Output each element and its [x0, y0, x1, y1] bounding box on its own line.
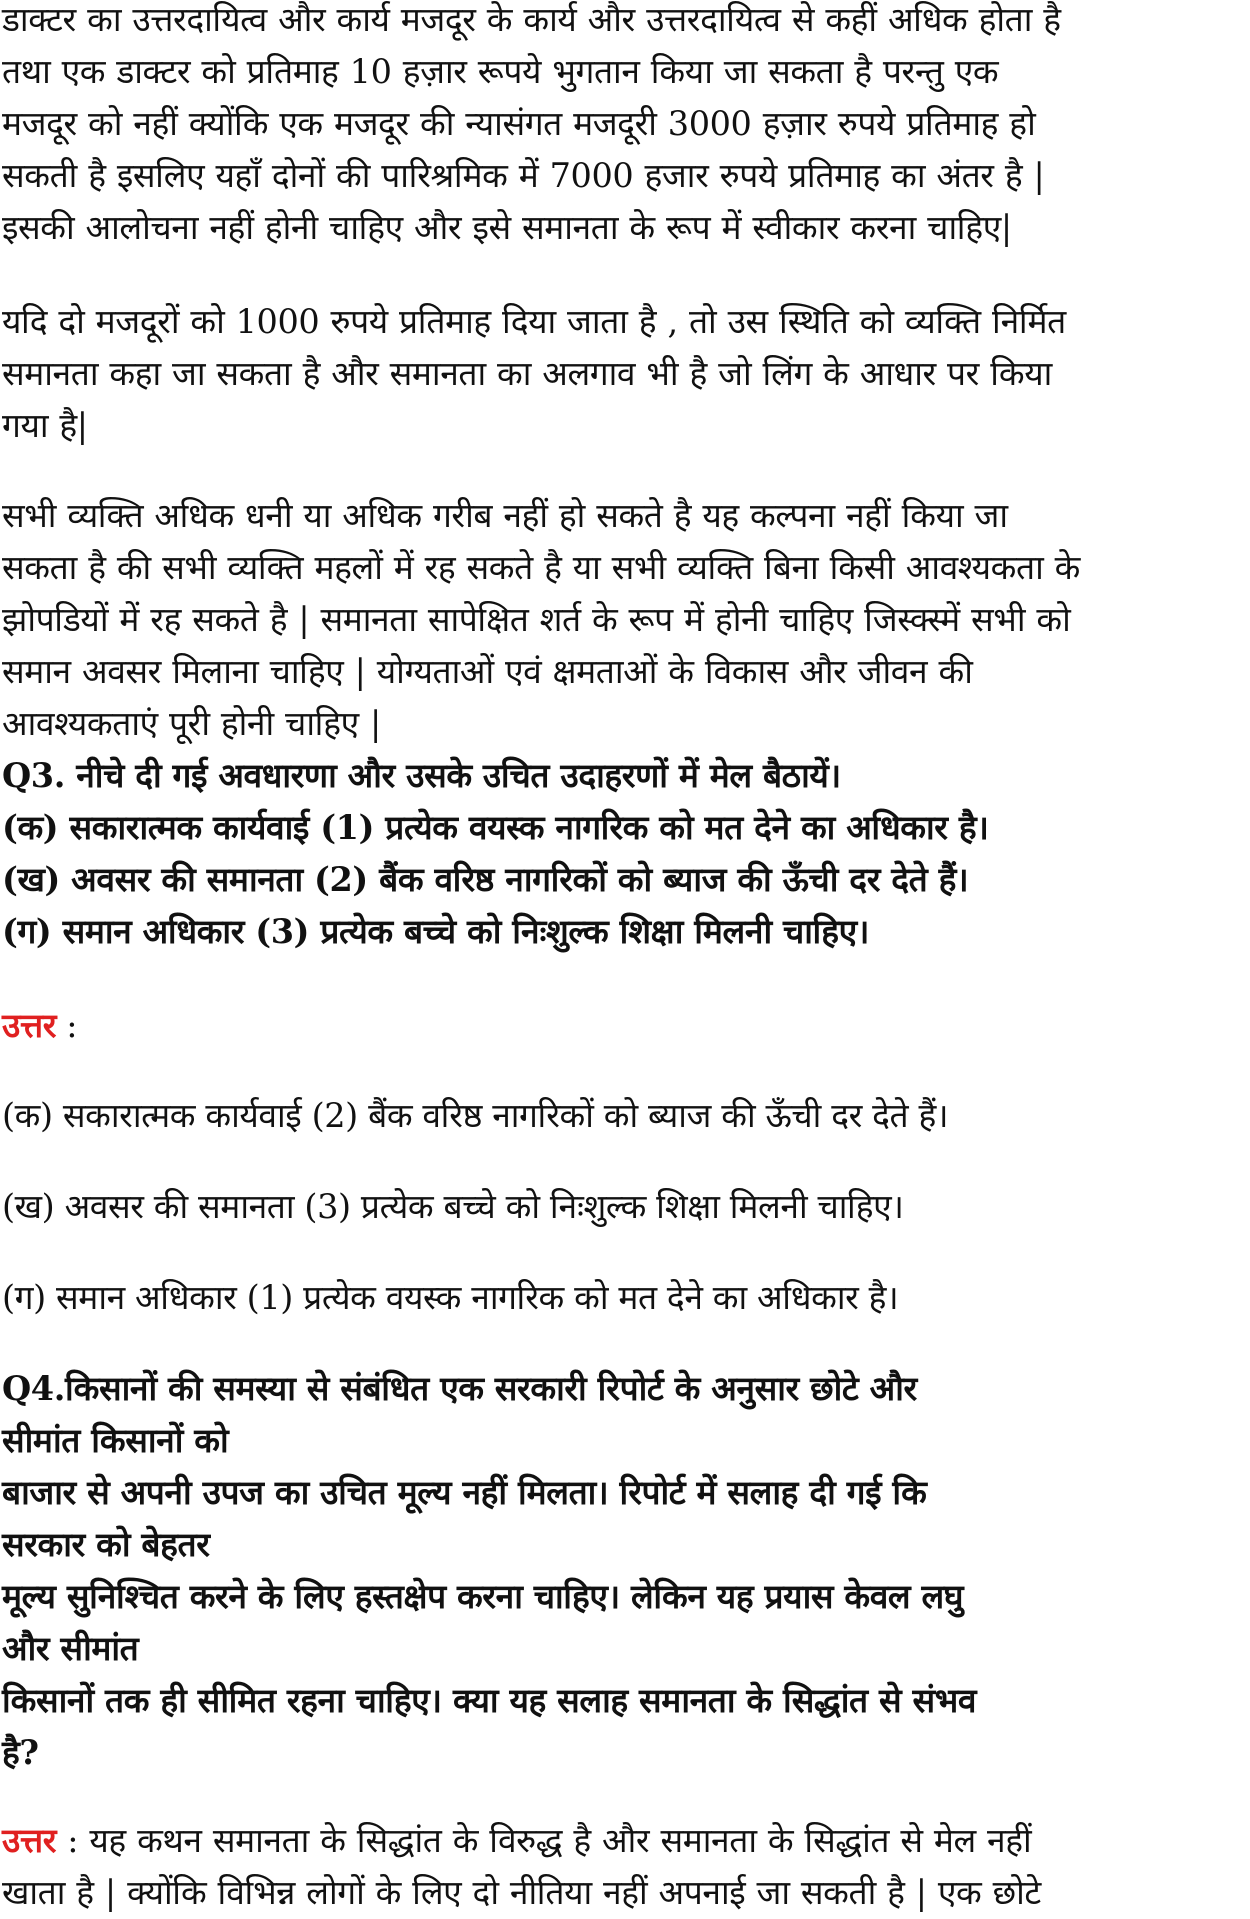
answer-4-text: : यह कथन समानता के सिद्धांत के विरुद्ध है और समानता के सिद्धांत से मेल नहीं: [56, 1821, 1032, 1860]
question-4: [2, 1363, 1248, 1779]
answer-4-line: [2, 1815, 1248, 1867]
question-3-option: (ग) समान अधिकार (3) प्रत्येक बच्चे को निःशुल्क शिक्षा मिलनी चाहिए।: [2, 912, 870, 951]
question-4-line: और सीमांत: [2, 1629, 139, 1668]
question-4-line: है?: [2, 1733, 39, 1772]
paragraph-2: [2, 296, 1248, 452]
paragraph-1: [2, 0, 1248, 254]
question-4-line: किसानों तक ही सीमित रहना चाहिए। क्या यह सलाह समानता के सिद्धांत से संभव: [2, 1681, 977, 1720]
question-3-title: Q3. नीचे दी गई अवधारणा और उसके उचित उदाहरणों में मेल बैठायें।: [2, 756, 841, 795]
answer-4-label: उत्तर: [2, 1821, 57, 1860]
paragraph-line: सकती है इसलिए यहाँ दोनों की पारिश्रमिक में 7000 हजार रुपये प्रतिमाह का अंतर है |: [2, 156, 1045, 195]
question-4-line: सरकार को बेहतर: [2, 1525, 210, 1564]
answer-3-heading: [2, 1000, 77, 1052]
paragraph-3: [2, 490, 1248, 750]
paragraph-line: सभी व्यक्ति अधिक धनी या अधिक गरीब नहीं हो सकते है यह कल्पना नहीं किया जा: [2, 496, 1008, 535]
question-4-line: बाजार से अपनी उपज का उचित मूल्य नहीं मिलता। रिपोर्ट में सलाह दी गई कि: [2, 1473, 927, 1512]
question-3-option: (ख) अवसर की समानता (2) बैंक वरिष्ठ नागरिकों को ब्याज की ऊँची दर देते हैं।: [2, 860, 969, 899]
question-4-line: सीमांत किसानों को: [2, 1421, 229, 1460]
paragraph-line: यदि दो मजदूरों को 1000 रुपये प्रतिमाह दिया जाता है , तो उस स्थिति को व्यक्ति निर्मित: [2, 302, 1066, 341]
paragraph-line: तथा एक डाक्टर को प्रतिमाह 10 हज़ार रूपये भुगतान किया जा सकता है परन्तु एक: [2, 52, 999, 91]
paragraph-line: झोपडियों में रह सकते है | समानता सापेक्षित शर्त के रूप में होनी चाहिए जिस्क्स्में सभी को: [2, 600, 1071, 639]
answer-colon: :: [56, 1006, 78, 1045]
paragraph-line: समानता कहा जा सकता है और समानता का अलगाव भी है जो लिंग के आधार पर किया: [2, 354, 1052, 393]
paragraph-line: आवश्यकताएं पूरी होनी चाहिए |: [2, 704, 381, 743]
answer-4-line: खाता है | क्योंकि विभिन्न लोगों के लिए दो नीतिया नहीं अपनाई जा सकती है | एक छोटे: [2, 1873, 1041, 1912]
question-3-option: (क) सकारात्मक कार्यवाई (1) प्रत्येक वयस्क नागरिक को मत देने का अधिकार है।: [2, 808, 989, 847]
answer-label: उत्तर: [2, 1006, 57, 1045]
question-3: [2, 750, 1248, 958]
paragraph-line: सकता है की सभी व्यक्ति महलों में रह सकते है या सभी व्यक्ति बिना किसी आवश्यकता के: [2, 548, 1080, 587]
question-4-line: मूल्य सुनिश्चित करने के लिए हस्तक्षेप करना चाहिए। लेकिन यह प्रयास केवल लघु: [2, 1577, 964, 1616]
answer-3-line: (क) सकारात्मक कार्यवाई (2) बैंक वरिष्ठ नागरिकों को ब्याज की ऊँची दर देते हैं।: [2, 1096, 949, 1135]
answer-3-line: (ग) समान अधिकार (1) प्रत्येक वयस्क नागरिक को मत देने का अधिकार है।: [2, 1278, 899, 1317]
answer-3-line: (ख) अवसर की समानता (3) प्रत्येक बच्चे को निःशुल्क शिक्षा मिलनी चाहिए।: [2, 1187, 904, 1226]
answer-4: [2, 1815, 1248, 1919]
paragraph-line: डाक्टर का उत्तरदायित्व और कार्य मजदूर के कार्य और उत्तरदायित्व से कहीं अधिक होता है: [2, 0, 1061, 39]
paragraph-line: समान अवसर मिलाना चाहिए | योग्यताओं एवं क्षमताओं के विकास और जीवन की: [2, 652, 973, 691]
paragraph-line: मजदूर को नहीं क्योंकि एक मजदूर की न्यासंगत मजदूरी 3000 हज़ार रुपये प्रतिमाह हो: [2, 104, 1036, 143]
paragraph-line: गया है|: [2, 406, 88, 445]
question-4-line: Q4.किसानों की समस्या से संबंधित एक सरकारी रिपोर्ट के अनुसार छोटे और: [2, 1369, 917, 1408]
paragraph-line: इसकी आलोचना नहीं होनी चाहिए और इसे समानता के रूप में स्वीकार करना चाहिए|: [2, 208, 1012, 247]
